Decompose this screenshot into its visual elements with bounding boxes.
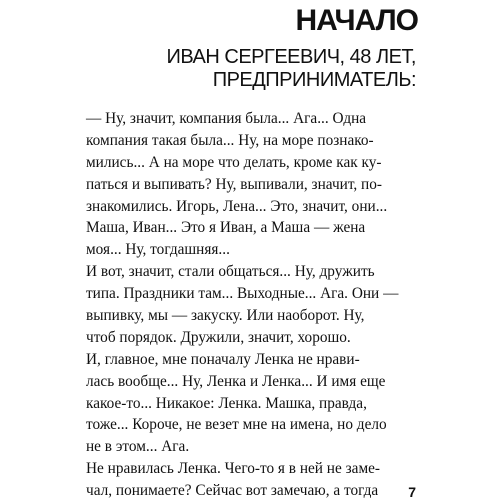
body-text (86, 108, 426, 502)
text-line: чал, понимаете? Сейчас вот замечаю, а тогда (86, 482, 379, 500)
text-line: какое-то... Никакое: Ленка. Машка, правда, (86, 394, 367, 412)
text-line: паться и выпивать? Ну, выпивали, значит, по- (86, 175, 382, 193)
text-line: компания такая была... Ну, на море познако- (86, 131, 374, 149)
speaker-heading (166, 46, 416, 92)
text-line: И, главное, мне поначалу Ленка не нрави- (86, 350, 360, 368)
text-line: не в этом... Ага. (86, 438, 190, 456)
text-line: И вот, значит, стали общаться... Ну, дружить (86, 263, 375, 281)
text-line: чтоб порядок. Дружили, значит, хорошо. (86, 328, 351, 346)
text-line: Маша, Иван... Это я Иван, а Маша — жена (86, 219, 366, 237)
text-line: моя... Ну, тогдашняя... (86, 241, 230, 259)
page-number: 7 (408, 484, 416, 500)
chapter-title: НАЧАЛО (295, 4, 418, 37)
text-line: мились... А на море что делать, кроме как ку- (86, 153, 382, 171)
text-line: лась вообще... Ну, Ленка и Ленка... И имя еще (86, 372, 386, 390)
speaker-occupation-line: ПРЕДПРИНИМАТЕЛЬ: (212, 69, 416, 91)
text-line: тоже... Короче, не везет мне на имена, но дело (86, 416, 387, 434)
speaker-name-line: ИВАН СЕРГЕЕВИЧ, 48 ЛЕТ, (166, 46, 416, 68)
text-line: — Ну, значит, компания была... Ага... Одна (86, 110, 367, 127)
text-line: выпивку, мы — закуску. Или наоборот. Ну, (86, 307, 365, 325)
text-line: знакомились. Игорь, Лена... Это, значит, они... (86, 197, 388, 215)
text-line: типа. Праздники там... Выходные... Ага. Они — (86, 285, 399, 303)
text-line: Не нравилась Ленка. Чего-то я в ней не заме- (86, 460, 381, 478)
